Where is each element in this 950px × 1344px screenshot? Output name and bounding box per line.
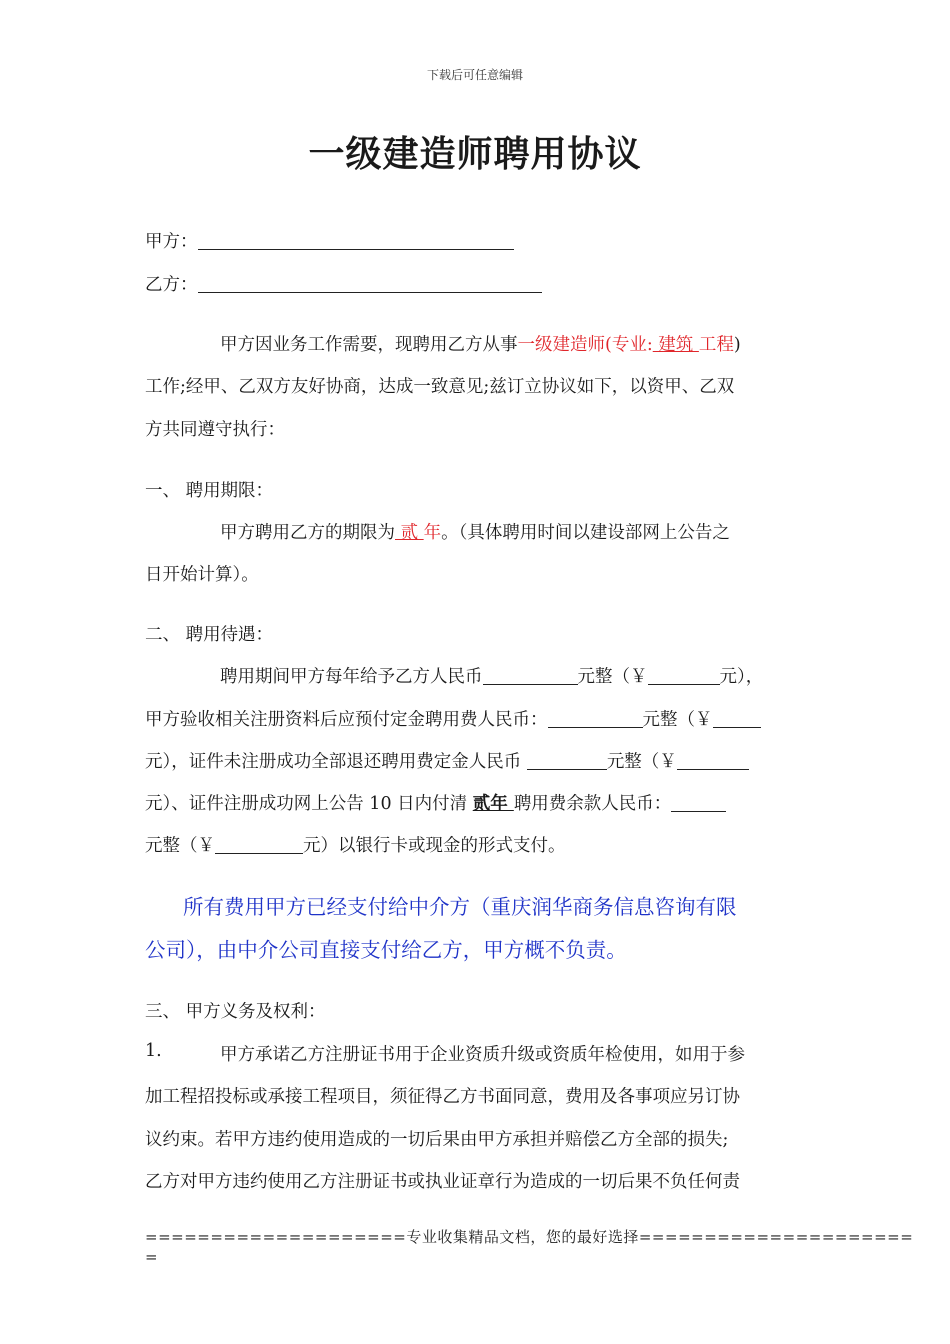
balance-number-blank[interactable]: [215, 835, 303, 854]
section2-line-2: [145, 706, 761, 731]
section2-line-1: [220, 663, 763, 688]
section3-line-4: 乙方对甲方违约使用乙方注册证书或执业证章行为造成的一切后果不负任何责: [145, 1172, 740, 1192]
party-a-blank[interactable]: [198, 231, 514, 250]
party-b-label: 乙方：: [145, 275, 198, 295]
section2-line-5: [145, 832, 566, 857]
section3-line-3: 议约束。若甲方违约使用造成的一切后果由甲方承担并赔偿乙方全部的损失;: [145, 1130, 729, 1150]
section1-line-2: 日开始计算）。: [145, 565, 259, 585]
payment-method-text: 元）以银行卡或现金的形式支付。: [303, 836, 566, 856]
notice-line-1: 所有费用甲方已经支付给中介方（重庆润华商务信息咨询有限: [183, 895, 737, 919]
annual-fee-number-blank[interactable]: [648, 666, 720, 685]
section2-heading: 二、 聘用待遇：: [145, 625, 274, 645]
term-unit: 年: [423, 523, 442, 543]
section3-item-number: 1.: [145, 1041, 162, 1061]
deposit-number-blank[interactable]: [713, 709, 761, 728]
section3-heading: 三、 甲方义务及权利：: [145, 1002, 326, 1022]
intro-line-2: 工作;经甲、乙双方友好协商，达成一致意见;兹订立协议如下，以资甲、乙双: [145, 377, 735, 397]
intro-major: 建筑: [652, 335, 699, 355]
intro-close-paren: ): [733, 335, 741, 355]
section1-heading: 一、 聘用期限：: [145, 481, 274, 501]
section2-line-4: [145, 790, 726, 815]
section1-line-1: [220, 519, 730, 544]
section1-text-a: 甲方聘用乙方的期限为: [220, 523, 395, 543]
annual-fee-yuan: 元整（￥: [577, 667, 648, 687]
footer-banner-tail: =: [145, 1248, 158, 1266]
annual-fee-blank[interactable]: [483, 666, 578, 685]
party-b-line: [145, 271, 542, 296]
section3-line-2: 加工程招投标或承接工程项目，须征得乙方书面同意，费用及各事项应另订协: [145, 1087, 740, 1107]
intro-line-3: 方共同遵守执行：: [145, 420, 285, 440]
balance-term: 贰年: [472, 794, 514, 814]
balance-text: 元）、证件注册成功网上公告 10 日内付清: [145, 794, 473, 814]
deposit-yuan: 元整（￥: [642, 710, 713, 730]
party-a-label: 甲方：: [145, 232, 198, 252]
intro-role: 一级建造师(专业:: [517, 335, 653, 355]
intro-text: 甲方因业务工作需要，现聘用乙方从事: [220, 335, 518, 355]
annual-fee-text: 聘用期间甲方每年给予乙方人民币: [220, 667, 483, 687]
balance-blank[interactable]: [671, 793, 726, 812]
intro-major-suffix: 工程: [698, 335, 734, 355]
term-value: 贰: [395, 523, 424, 543]
refund-yuan: 元整（￥: [606, 752, 677, 772]
balance-yuan: 元整（￥: [145, 836, 215, 856]
intro-line-1: [220, 331, 741, 356]
section3-line-1: 甲方承诺乙方注册证书用于企业资质升级或资质年检使用，如用于参: [220, 1045, 745, 1065]
notice-line-2: 公司），由中介公司直接支付给乙方，甲方概不负责。: [145, 938, 627, 962]
header-note: 下载后可任意编辑: [426, 68, 523, 82]
party-b-blank[interactable]: [198, 274, 542, 293]
section1-text-b: 。（具体聘用时间以建设部网上公告之: [441, 523, 730, 543]
deposit-blank[interactable]: [548, 709, 643, 728]
refund-text: 元），证件未注册成功全部退还聘用费定金人民币: [145, 752, 527, 772]
footer-banner: ====================专业收集精品文档，您的最好选择=====================: [145, 1228, 914, 1246]
section2-line-3: [145, 748, 749, 773]
balance-text-b: 聘用费余款人民币：: [513, 794, 672, 814]
party-a-line: [145, 228, 514, 253]
deposit-text: 甲方验收相关注册资料后应预付定金聘用费人民币：: [145, 710, 548, 730]
document-title: 一级建造师聘用协议: [308, 134, 642, 175]
refund-number-blank[interactable]: [677, 751, 749, 770]
refund-blank[interactable]: [527, 751, 607, 770]
annual-fee-close: 元），: [719, 667, 764, 687]
